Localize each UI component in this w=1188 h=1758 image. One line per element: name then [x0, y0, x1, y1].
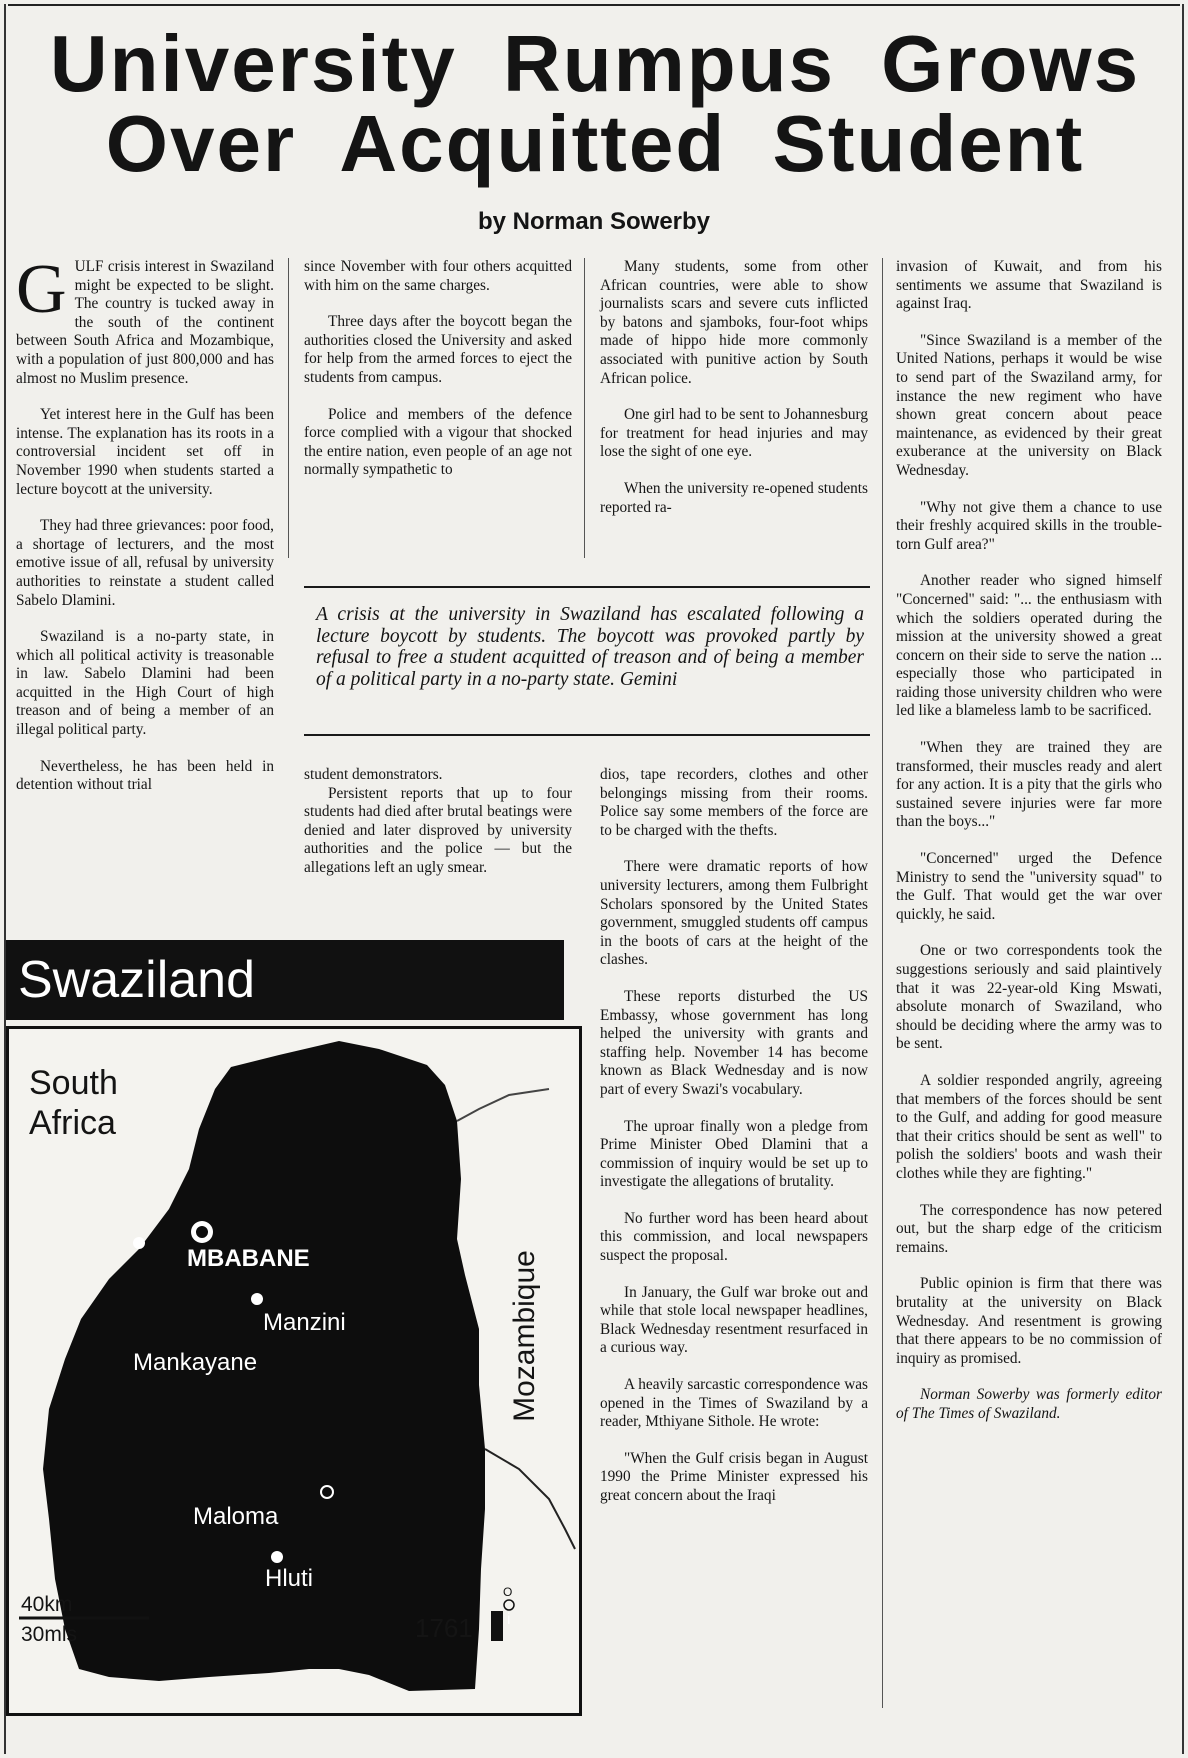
paragraph: "Why not give them a chance to use their freshly acquired skills in the trouble-torn Gulf area?" [896, 498, 1162, 553]
pullquote-top-rule [304, 586, 870, 588]
paragraph: One girl had to be sent to Johannesburg for treatment for head injuries and may lose the sight of one eye. [600, 406, 868, 461]
paragraph: invasion of Kuwait, and from his sentiments we assume that Swaziland is against Iraq. [896, 258, 1162, 313]
headline-line-1: University Rumpus Grows [49, 19, 1141, 108]
map-title: Swaziland [18, 951, 256, 1009]
paragraph: The uproar finally won a pledge from Prime Minister Obed Dlamini that a commission of inquiry would be set up to investigate the allegations of brutality. [600, 1117, 868, 1191]
label-mankayane: Mankayane [133, 1349, 258, 1376]
label-mozambique-wrap [505, 1219, 539, 1459]
paragraph: Another reader who signed himself "Concerned" said: "... the enthusiasm with which the soldiers operated during the mission at the university showed a great concern on their side to serve the nation ... especially those who participated in raiding those university children who were led like a blameless lamb to be sacrificed. [896, 572, 1162, 720]
paragraph: "When they are trained they are transformed, their muscles ready and alert for any action. It is a pity that the girls who sustained severe injuries were far more than the boys..." [896, 739, 1162, 831]
column-2-bottom [304, 766, 572, 896]
hluti-dot [271, 1551, 283, 1563]
mankayane-dot [133, 1237, 145, 1249]
pullquote [316, 604, 864, 690]
paragraph: A heavily sarcastic correspondence was opened in the Times of Swaziland by a reader, Mthiyane Sithole. He wrote: [600, 1376, 868, 1431]
right-border [1182, 4, 1184, 1754]
paragraph: Swaziland is a no-party state, in which all political activity is treasonable in law. Sabelo Dlamini had been acquitted in the High Court of high treason and of being a member of an illegal political party. [16, 628, 274, 739]
paragraph: student demonstrators. [304, 766, 443, 783]
paragraph: ULF crisis interest in Swaziland might be expected to be slight. The country is tucked away in the south of the continent between South Africa and Mozambique, with a population of just 800,000 and has almost no Muslim presence. [16, 258, 274, 387]
paragraph: Many students, some from other African countries, were able to show journalists scars and severe cuts inflicted by batons and sjamboks, four-foot whips made of hippo hide more commonly associated with punitive action by South African police. [600, 258, 868, 387]
scale-km: 40km [21, 1593, 73, 1616]
column-divider [882, 258, 883, 1708]
scale-miles: 30mls [21, 1623, 78, 1646]
reference-mark-o: O [503, 1585, 513, 1599]
mozambique-border-line [485, 1449, 575, 1549]
column-3-top [600, 258, 868, 535]
column-3-bottom [600, 766, 868, 1524]
headline-line-2: Over Acquitted Student [105, 99, 1085, 188]
paragraph: since November with four others acquitted with him on the same charges. [304, 258, 572, 294]
label-hluti: Hluti [265, 1565, 314, 1592]
paragraph: Public opinion is firm that there was brutality at the university on Black Wednesday. And resentment is growing that there appears to be no commission of inquiry as promised. [896, 1275, 1162, 1367]
reference-mark-circle [504, 1600, 514, 1610]
south-africa-line-2: Africa [29, 1104, 116, 1142]
paragraph: A soldier responded angrily, agreeing that members of the forces should be sent to the Gulf, and adding for good measure that their critics should be sent as well" to polish the soldiers' boots and wash their clothes while they are fighting." [896, 1071, 1162, 1182]
maloma-dot [321, 1486, 333, 1498]
swaziland-map [6, 1026, 582, 1716]
paragraph: "Concerned" urged the Defence Ministry to send the "university squad" to the Gulf. That would get the war over quickly, he said. [896, 850, 1162, 923]
mbabane-capital-marker-inner [195, 1225, 209, 1239]
paragraph: No further word has been heard about this commission, and local newspapers suspect the proposal. [600, 1209, 868, 1265]
column-divider [288, 258, 289, 558]
reference-mark-box [491, 1611, 503, 1641]
paragraph: "When the Gulf crisis began in August 1990 the Prime Minister expressed his great concern about the Iraqi [600, 1449, 868, 1504]
map-reference-number: 1761 [415, 1613, 473, 1643]
label-mozambique: Mozambique [508, 1250, 541, 1422]
paragraph: Three days after the boycott began the authorities closed the University and asked for help from the armed forces to eject the students from campus. [304, 313, 572, 386]
manzini-dot [251, 1293, 263, 1305]
column-divider [584, 258, 585, 558]
paragraph: These reports disturbed the US Embassy, whose government has long helped the university with grants and staffing help. November 14 has become known as Black Wednesday and is now part of every Swazi's vocabulary. [600, 987, 868, 1098]
byline: by Norman Sowerby [477, 208, 711, 235]
author-credit: Norman Sowerby was formerly editor of The Times of Swaziland. [896, 1386, 1162, 1422]
label-mbabane: MBABANE [187, 1245, 310, 1272]
paragraph: Yet interest here in the Gulf has been intense. The explanation has its roots in a controversial incident set off in November 1990 when students started a lecture boycott at the university. [16, 406, 274, 498]
paragraph: One or two correspondents took the suggestions seriously and said plaintively that it was 22-year-old King Mswati, absolute monarch of Swaziland, who should be deciding where the army was to be sent. [896, 942, 1162, 1053]
paragraph: The correspondence has now petered out, but the sharp edge of the criticism remains. [896, 1201, 1162, 1256]
paragraph: Persistent reports that up to four students had died after brutal beatings were denied and later disproved by university authorities and the police — but the allegations left an ugly smear. [304, 784, 572, 876]
paragraph: Nevertheless, he has been held in detention without trial [16, 757, 274, 794]
paragraph: In January, the Gulf war broke out and while that stole local newspaper headlines, Black Wednesday resentment resurfaced in a curious way. [600, 1283, 868, 1357]
column-2-top [304, 258, 572, 498]
pullquote-text: A crisis at the university in Swaziland has escalated following a lecture boycott by students. The boycott was provoked partly by refusal to free a student acquitted of treason and of being a member of a political party in a no-party state. Gemini [316, 604, 864, 690]
northern-border-line [457, 1089, 549, 1121]
paragraph: "Since Swaziland is a member of the United Nations, perhaps it would be wise to send part of the Swaziland army, for instance the new regiment who have shown great concern about peace maintenance, as evidenced by their great exuberance at the university on Black Wednesday. [896, 331, 1162, 479]
column-1-top [16, 251, 274, 813]
reference-mark-i: i [507, 1611, 511, 1628]
paragraph: dios, tape recorders, clothes and other belongings missing from their rooms. Police say some members of the force are to be charged with the thefts. [600, 766, 868, 839]
map-title-bar [6, 940, 564, 1020]
south-africa-line-1: South [29, 1064, 118, 1102]
paragraph: Police and members of the defence force complied with a vigour that shocked the entire nation, even people of an age not normally sympathetic to [304, 405, 572, 479]
label-maloma: Maloma [193, 1503, 279, 1530]
label-manzini: Manzini [263, 1309, 346, 1336]
column-4 [896, 258, 1162, 1441]
label-south-africa [29, 1063, 118, 1143]
paragraph: There were dramatic reports of how university lecturers, among them Fulbright Scholars sponsored by the United States government, smuggled students off campus in the boots of cars at the height of the clashes. [600, 858, 868, 969]
paragraph: They had three grievances: poor food, a shortage of lecturers, and the most emotive issue of all, refusal by university authorities to reinstate a student called Sabelo Dlamini. [16, 517, 274, 609]
paragraph: When the university re-opened students reported ra- [600, 479, 868, 516]
top-border [8, 4, 1180, 6]
pullquote-bottom-rule [304, 734, 870, 736]
drop-cap: G [16, 251, 67, 328]
